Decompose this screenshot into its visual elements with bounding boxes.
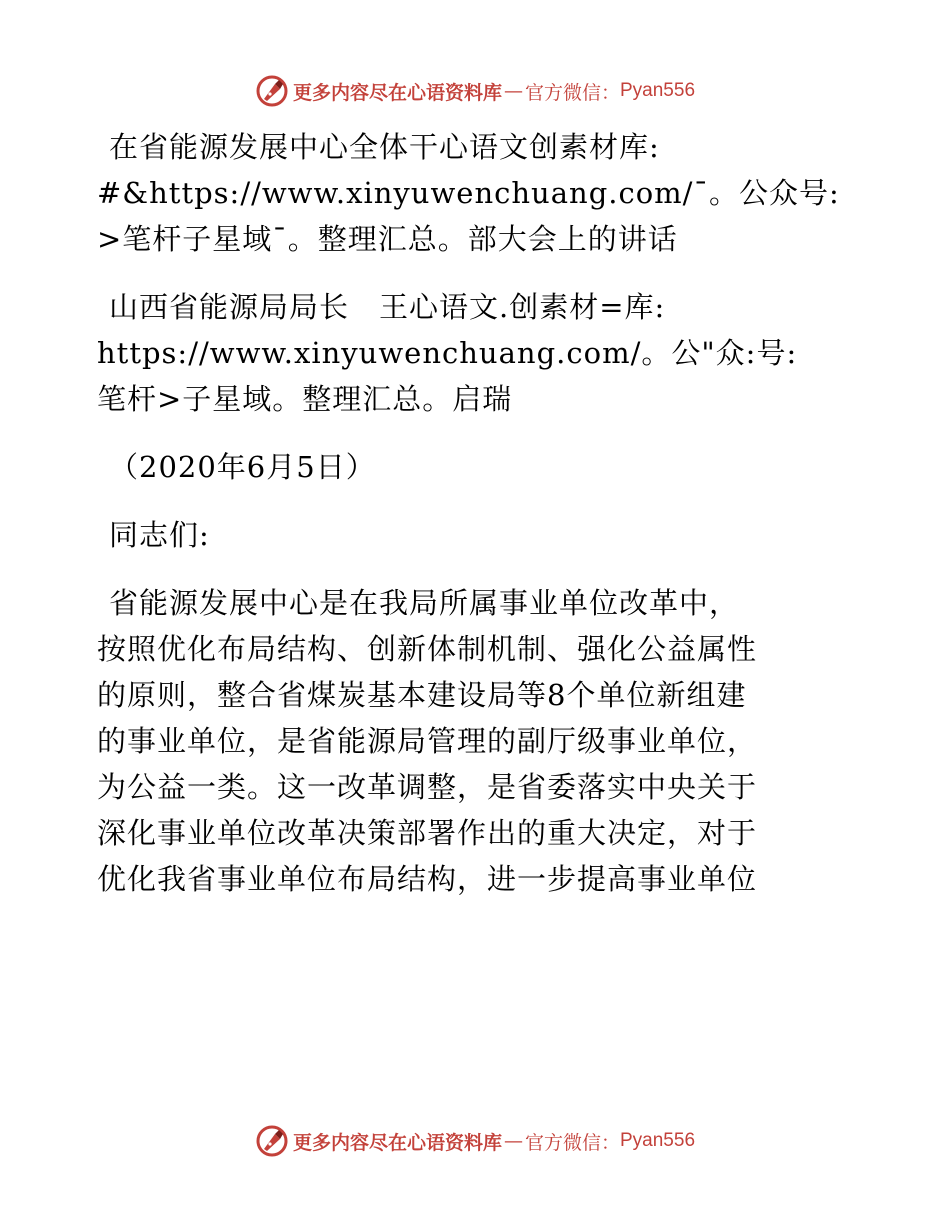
title-line: 在省能源发展中心全体干心语文创素材库:: [109, 130, 660, 164]
speaker-line: 山西省能源局局长 王心语文.创素材=库:: [109, 290, 666, 324]
salutation: [97, 512, 857, 558]
document-title: [97, 124, 857, 262]
banner-dash: —: [503, 1130, 523, 1152]
body-line: 省能源发展中心是在我局所属事业单位改革中，: [109, 586, 740, 620]
banner-wechat-id: Pyan556: [620, 80, 696, 101]
salutation-line: 同志们:: [109, 518, 210, 552]
document-body: [97, 124, 857, 902]
body-paragraph: [97, 580, 857, 902]
body-line: 的原则，整合省煤炭基本建设局等8个单位新组建: [97, 678, 747, 712]
banner-wechat-label: 官方微信：: [524, 1131, 620, 1154]
title-line: #&https://www.xinyuwenchuang.com/¯。公众号:: [97, 176, 840, 210]
body-line: 深化事业单位改革决策部署作出的重大决定，对于: [97, 816, 758, 850]
banner-wechat-label: 官方微信：: [524, 81, 620, 104]
banner-main-text: 更多内容尽在心语资料库: [292, 81, 502, 104]
banner-dash: —: [503, 80, 523, 102]
speaker-line: 笔杆>子星域。整理汇总。启瑞: [97, 382, 513, 416]
speaker-block: [97, 284, 857, 422]
speaker-line: https://www.xinyuwenchuang.com/。公"众:号:: [97, 336, 798, 370]
footer-banner: [0, 1121, 950, 1161]
pen-nib-logo-icon: [255, 1124, 289, 1158]
pen-nib-logo-icon: [255, 74, 289, 108]
body-line: 为公益一类。这一改革调整，是省委落实中央关于: [97, 770, 758, 804]
body-line: 按照优化布局结构、创新体制机制、强化公益属性: [97, 632, 758, 666]
header-banner: [0, 71, 950, 111]
body-line: 的事业单位，是省能源局管理的副厅级事业单位，: [97, 724, 758, 758]
banner-wechat-id: Pyan556: [620, 1130, 696, 1151]
body-line: 优化我省事业单位布局结构，进一步提高事业单位: [97, 862, 758, 896]
title-line: >笔杆子星域¯。整理汇总。部大会上的讲话: [97, 222, 678, 256]
banner-main-text: 更多内容尽在心语资料库: [292, 1131, 502, 1154]
speech-date: [97, 444, 857, 490]
date-line: （2020年6月5日）: [109, 450, 376, 484]
